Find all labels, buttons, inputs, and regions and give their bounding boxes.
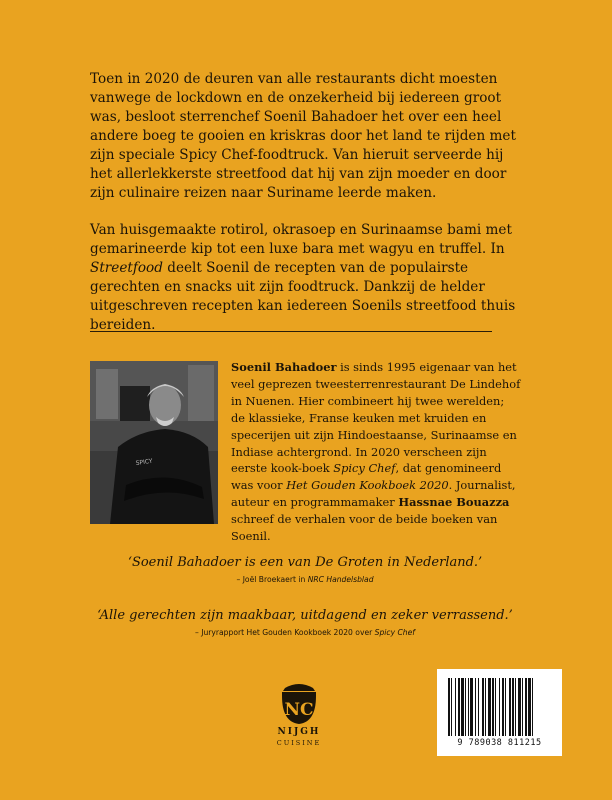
citation-2-source: Spicy Chef xyxy=(374,628,415,637)
barcode-bar xyxy=(468,678,469,736)
isbn-number: 9 789038 811215 xyxy=(457,738,542,748)
barcode-bar xyxy=(461,678,464,736)
bio-text-1: is sinds 1995 eigenaar van het veel geprezen tweesterrenrestaurant De Lindehof in Nuenen. Hier combineert hij twee werelden; de klassieke, Franse keuken met kruiden en specerijen uit zijn Hindoestaanse, Surinaamse en Indiase achtergrond. In 2020 verscheen zijn eerste kook-boek xyxy=(231,360,521,476)
divider xyxy=(90,331,492,332)
barcode-bar xyxy=(515,678,516,736)
barcode-bar xyxy=(482,678,484,736)
intro-p2-lead: Van huisgemaakte rotirol, okrasoep en Surinaamse bami met gemarineerde kip tot een luxe bara met wagyu en truffel. In xyxy=(90,222,512,257)
review-citation-2 xyxy=(90,628,520,637)
bio-text-4: schreef de verhalen voor de beide boeken van Soenil. xyxy=(231,512,498,544)
bio-text-3: . Journalist, auteur en programmamaker xyxy=(231,478,516,510)
barcode-bar xyxy=(499,678,500,736)
barcode-bar xyxy=(502,678,504,736)
barcode-bar xyxy=(495,678,496,736)
barcode-bar xyxy=(465,678,466,736)
intro-paragraph-1: Toen in 2020 de deuren van alle restaurants dicht moesten vanwege de lockdown en de onzekerheid bij iedereen groot was, besloot sterrenchef Soenil Bahadoer het over een heel andere boeg te gooien en kriskras door het land te rijden met zijn speciale Spicy Chef-foodtruck. Van hieruit serveerde hij het allerlekkerste streetfood dat hij van zijn moeder en door zijn culinaire reizen naar Suriname leerde maken. xyxy=(90,71,516,201)
barcode xyxy=(437,669,562,756)
barcode-bar xyxy=(470,678,473,736)
barcode-bar xyxy=(448,678,450,736)
barcode-bar xyxy=(451,678,452,736)
intro-p2-rest: deelt Soenil de recepten van de populairste gerechten en snacks uit zijn foodtruck. Dankzij de helder uitgeschreven recepten kan iedereen Soenils streetfood thuis bereiden. xyxy=(90,260,516,333)
barcode-bar xyxy=(485,678,486,736)
barcode-bar xyxy=(522,678,523,736)
barcode-bar xyxy=(528,678,531,736)
cooking-pot-icon xyxy=(279,680,319,726)
barcode-bar xyxy=(532,678,533,736)
barcode-bar xyxy=(478,678,479,736)
barcode-bars xyxy=(448,678,552,736)
intro-text xyxy=(90,70,526,353)
author-photo-illustration xyxy=(90,361,218,524)
author-bio xyxy=(231,359,521,545)
intro-paragraph-2 xyxy=(90,221,526,335)
barcode-bar xyxy=(525,678,527,736)
publisher-logo xyxy=(265,680,333,747)
author-photo xyxy=(90,361,218,524)
review-quote-2: ‘Alle gerechten zijn maakbaar, uitdagend en zeker verrassend.’ xyxy=(97,608,513,623)
review-quote-1: ‘Soenil Bahadoer is een van De Groten in Nederland.’ xyxy=(127,555,483,570)
barcode-bar xyxy=(458,678,460,736)
publisher-imprint: CUISINE xyxy=(276,739,322,747)
book-title-spicy-chef: Spicy Chef xyxy=(333,461,396,476)
author-name: Soenil Bahadoer xyxy=(231,360,337,374)
publisher-name: NIJGH xyxy=(277,727,321,737)
barcode-bar xyxy=(512,678,514,736)
barcode-bar xyxy=(488,678,491,736)
svg-text:SPICY: SPICY xyxy=(135,457,154,467)
bio-text-2: , dat genomineerd was voor xyxy=(231,461,502,493)
citation-2-prefix: – Juryrapport Het Gouden Kookboek 2020 over xyxy=(195,628,375,637)
citation-1-prefix: – Joël Broekaert in xyxy=(236,575,308,584)
barcode-bar xyxy=(509,678,511,736)
barcode-bar xyxy=(455,678,456,736)
barcode-bar xyxy=(492,678,494,736)
publisher-monogram: NC xyxy=(284,700,314,720)
award-name: Het Gouden Kookboek 2020 xyxy=(286,478,449,493)
barcode-bar xyxy=(505,678,506,736)
barcode-bar xyxy=(475,678,476,736)
barcode-bar xyxy=(518,678,521,736)
coauthor-name: Hassnae Bouazza xyxy=(398,495,510,510)
citation-1-source: NRC Handelsblad xyxy=(307,575,374,584)
review-citation-1 xyxy=(90,575,520,584)
book-title-streetfood: Streetfood xyxy=(90,260,163,276)
